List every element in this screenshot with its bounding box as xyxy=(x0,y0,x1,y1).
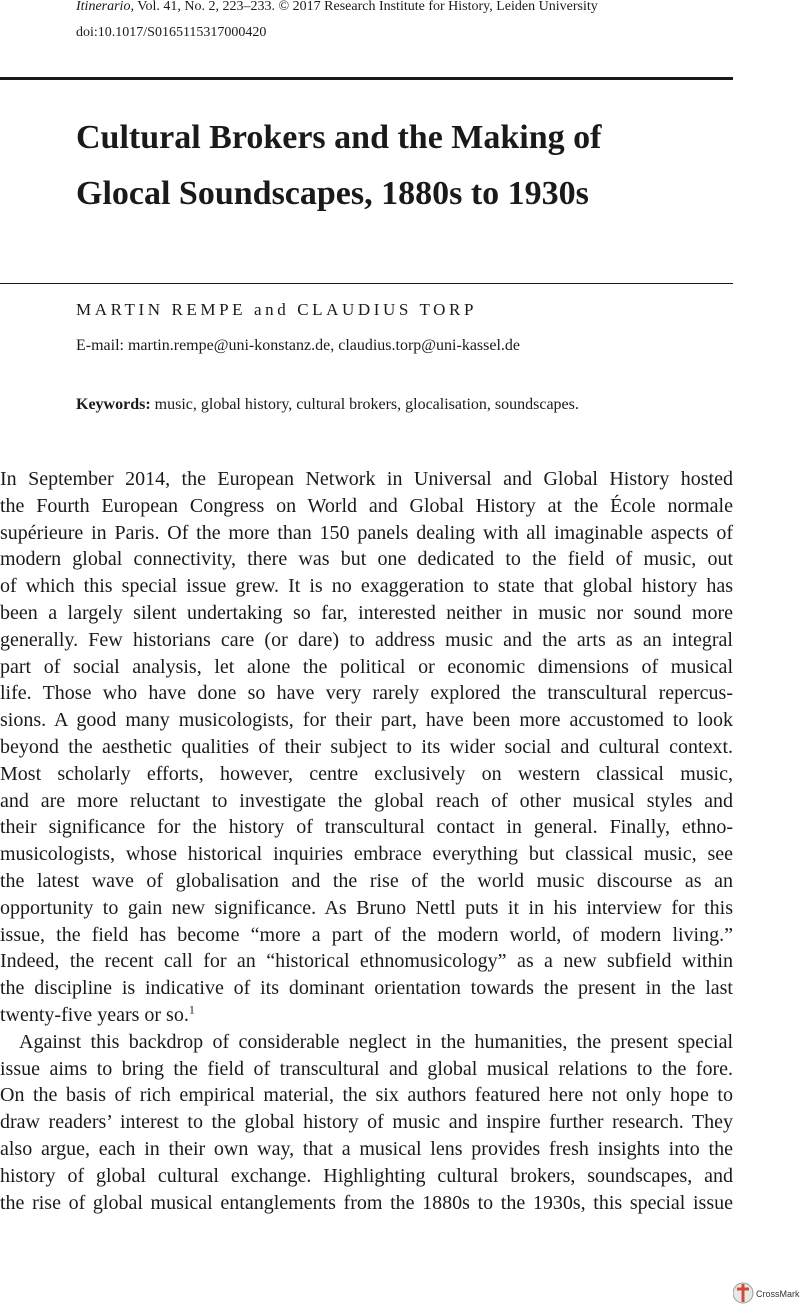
body-line: been a largely silent undertaking so far, interested neither in music nor sound more xyxy=(0,601,733,624)
body-line: part of social analysis, let alone the political or economic dimensions of musical xyxy=(0,655,733,678)
keywords-list: music, global history, cultural brokers, glocalisation, soundscapes. xyxy=(150,396,579,413)
doi[interactable]: doi:10.1017/S0165115317000420 xyxy=(76,25,267,40)
footnote-marker[interactable]: 1 xyxy=(188,1002,195,1017)
crossmark-logo[interactable] xyxy=(733,1281,800,1305)
body-line: sions. A good many musicologists, for their part, have been more accustomed to look xyxy=(0,709,733,732)
article-body xyxy=(0,466,733,1216)
body-line: also argue, each in their own way, that a musical lens provides fresh insights into the xyxy=(0,1137,733,1160)
title-line-2: Glocal Soundscapes, 1880s to 1930s xyxy=(76,175,589,212)
body-line: the discipline is indicative of its dominant orientation towards the present in the last xyxy=(0,977,733,1000)
body-line: supérieure in Paris. Of the more than 150 panels dealing with all imaginable aspects of xyxy=(0,521,733,544)
body-line: the rise of global musical entanglements from the 1880s to the 1930s, this special issue xyxy=(0,1191,733,1214)
body-line: opportunity to gain new significance. As Bruno Nettl puts it in his interview for this xyxy=(0,896,733,919)
crossmark-label: CrossMark xyxy=(756,1289,800,1299)
body-line: the latest wave of globalisation and the rise of the world music discourse as an xyxy=(0,869,733,892)
body-line: beyond the aesthetic qualities of their subject to its wider social and cultural context. xyxy=(0,735,733,758)
citation-details: Vol. 41, No. 2, 223–233. © 2017 Research Institute for History, Leiden University xyxy=(133,0,598,14)
authors: MARTIN REMPE and CLAUDIUS TORP xyxy=(76,300,478,319)
body-line: Against this backdrop of considerable neglect in the humanities, the present special xyxy=(19,1030,733,1053)
keywords-label: Keywords: xyxy=(76,396,151,413)
body-line: of which this special issue grew. It is no exaggeration to state that global history has xyxy=(0,575,733,598)
body-line: modern global connectivity, there was but one dedicated to the field of music, out xyxy=(0,548,733,571)
author-email[interactable]: E-mail: martin.rempe@uni-konstanz.de, claudius.torp@uni-kassel.de xyxy=(76,337,521,354)
body-line: and are more reluctant to investigate the global reach of other musical styles and xyxy=(0,789,733,812)
body-line: In September 2014, the European Network in Universal and Global History hosted xyxy=(0,468,733,490)
body-line: life. Those who have done so have very rarely explored the transcultural repercus- xyxy=(0,682,733,705)
body-line: Indeed, the recent call for an “historical ethnomusicology” as a new subfield within xyxy=(0,950,733,973)
body-line: On the basis of rich empirical material, the six authors featured here not only hope to xyxy=(0,1084,733,1107)
body-line: history of global cultural exchange. Highlighting cultural brokers, soundscapes, and xyxy=(0,1164,733,1187)
body-line: issue, the field has become “more a part of the modern world, of modern living.” xyxy=(0,923,733,946)
body-line: Most scholarly efforts, however, centre exclusively on western classical music, xyxy=(0,762,733,785)
title-rule xyxy=(0,283,733,284)
body-line: the Fourth European Congress on World and Global History at the École normale xyxy=(0,494,733,517)
header-rule xyxy=(0,77,733,80)
body-line: twenty-five years or so. xyxy=(0,1003,189,1026)
body-line: issue aims to bring the field of transcultural and global musical relations to the fore. xyxy=(0,1057,733,1080)
body-line: their significance for the history of transcultural contact in general. Finally, ethno- xyxy=(0,816,733,839)
title-line-1: Cultural Brokers and the Making of xyxy=(76,119,602,156)
body-line: draw readers’ interest to the global history of music and inspire further research. They xyxy=(0,1111,733,1134)
keywords xyxy=(76,396,579,414)
body-line: musicologists, whose historical inquiries embrace everything but classical music, see xyxy=(0,843,733,866)
body-line: generally. Few historians care (or dare) to address music and the arts as an integral xyxy=(0,628,733,651)
article-title xyxy=(76,110,736,222)
journal-citation xyxy=(76,0,598,14)
paragraph-1-last-line xyxy=(0,1002,733,1029)
journal-name: Itinerario, xyxy=(76,0,134,14)
